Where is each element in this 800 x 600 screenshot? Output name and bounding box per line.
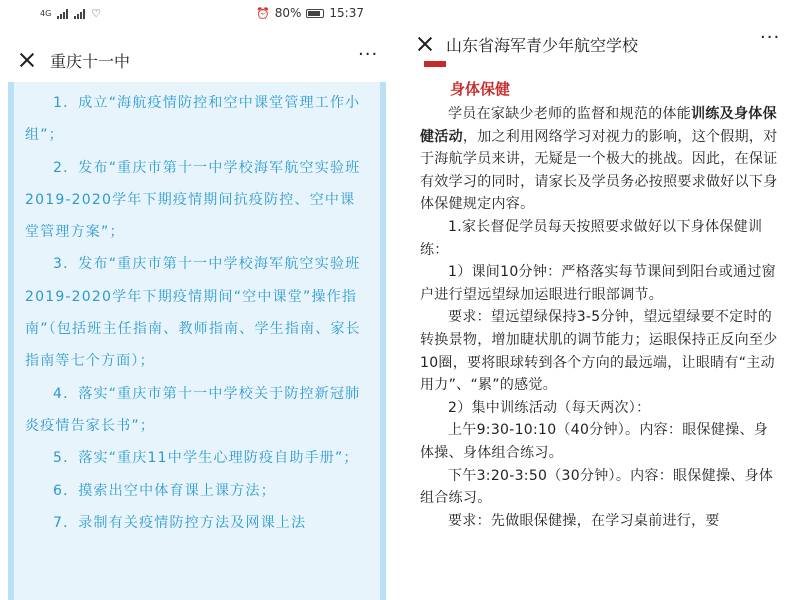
left-nav-bar: [18, 42, 398, 78]
intro-text-a: 学员在家缺少老师的监督和规范的体能: [448, 106, 692, 122]
more-dots-icon[interactable]: ···: [760, 27, 781, 48]
status-time: 15:37: [329, 6, 364, 20]
right-screenshot: [400, 0, 800, 600]
paragraph: 下午3:20-3:50（30分钟）。内容：眼保健操、身体组合练习。: [420, 467, 774, 507]
battery-percent: 80%: [274, 6, 302, 20]
red-accent-bar: [424, 61, 446, 67]
intro-bold: 训练及身体保健活动: [420, 106, 777, 145]
list-item: 5．落实“重庆11中学生心理防疫自助手册”；: [53, 450, 359, 467]
paragraph: 上午9:30-10:10（40分钟）。内容：眼保健操、身体操、身体组合练习。: [420, 422, 769, 461]
status-right: [256, 6, 364, 20]
close-icon[interactable]: [18, 51, 36, 69]
alarm-icon: ⏰: [256, 6, 270, 20]
network-label: 4G: [40, 9, 52, 18]
list-item: 3．发布“重庆市第十一中学校海军航空实验班2019-2020学年下期疫情期间“空中课堂”操作指南”（包括班主任指南、教师指南、学生指南、家长指南等七个方面）；: [25, 256, 361, 370]
signal-icon-2: [74, 9, 85, 19]
intro-paragraph: [420, 103, 780, 216]
wifi-icon: ♡: [91, 7, 102, 20]
intro-text-b: ，加之利用网络学习对视力的影响，这个假期，对于海航学员来讲，无疑是一个极大的挑战。因此，在保证有效学习的同时，请家长及学员务必按照要求做好以下身体保健规定内容。: [420, 128, 778, 213]
signal-icon: [57, 9, 68, 19]
right-nav-bar: [416, 26, 800, 62]
list-item: 7．录制有关疫情防控方法及网课上法: [53, 514, 307, 531]
list-item: 6．摸索出空中体育课上课方法；: [53, 482, 276, 499]
status-bar: [0, 0, 400, 28]
battery-icon: [306, 9, 324, 18]
left-page-title: 重庆十一中: [50, 51, 131, 71]
more-dots-icon[interactable]: ···: [358, 44, 379, 65]
status-left: [40, 7, 101, 20]
list-item: 1．成立“海航疫情防控和空中课堂管理工作小组”；: [25, 95, 361, 144]
paragraph: 1）课间10分钟：严格落实每节课间到阳台或通过窗户进行望远望绿加运眼进行眼部调节。: [420, 264, 776, 303]
list-item: 4．落实“重庆市第十一中学校关于防控新冠肺炎疫情告家长书”；: [25, 385, 361, 434]
list-item: 2．发布“重庆市第十一中学校海军航空实验班2019-2020学年下期疫情期间抗疫防控、空中课堂管理方案”；: [25, 159, 361, 241]
article-body: [420, 103, 780, 532]
close-icon[interactable]: [416, 35, 434, 53]
paragraph: 1.家长督促学员每天按照要求做好以下身体保健训练：: [420, 218, 763, 258]
paragraph: 要求：望远望绿保持3-5分钟，望远望绿要不定时的转换景物，增加睫状肌的调节能力；运眼保持正反向至少10圈，要将眼球转到各个方向的最远端，让眼睛有“主动用力”、“累”的感觉。: [420, 309, 778, 394]
right-page-title: 山东省海军青少年航空学校: [446, 35, 639, 55]
paragraph: 2）集中训练活动（每天两次）：: [448, 399, 651, 416]
blue-content: [25, 87, 367, 539]
section-title: 身体保健: [450, 80, 511, 98]
paragraph: 要求：先做眼保健操，在学习桌前进行，要: [448, 512, 720, 529]
